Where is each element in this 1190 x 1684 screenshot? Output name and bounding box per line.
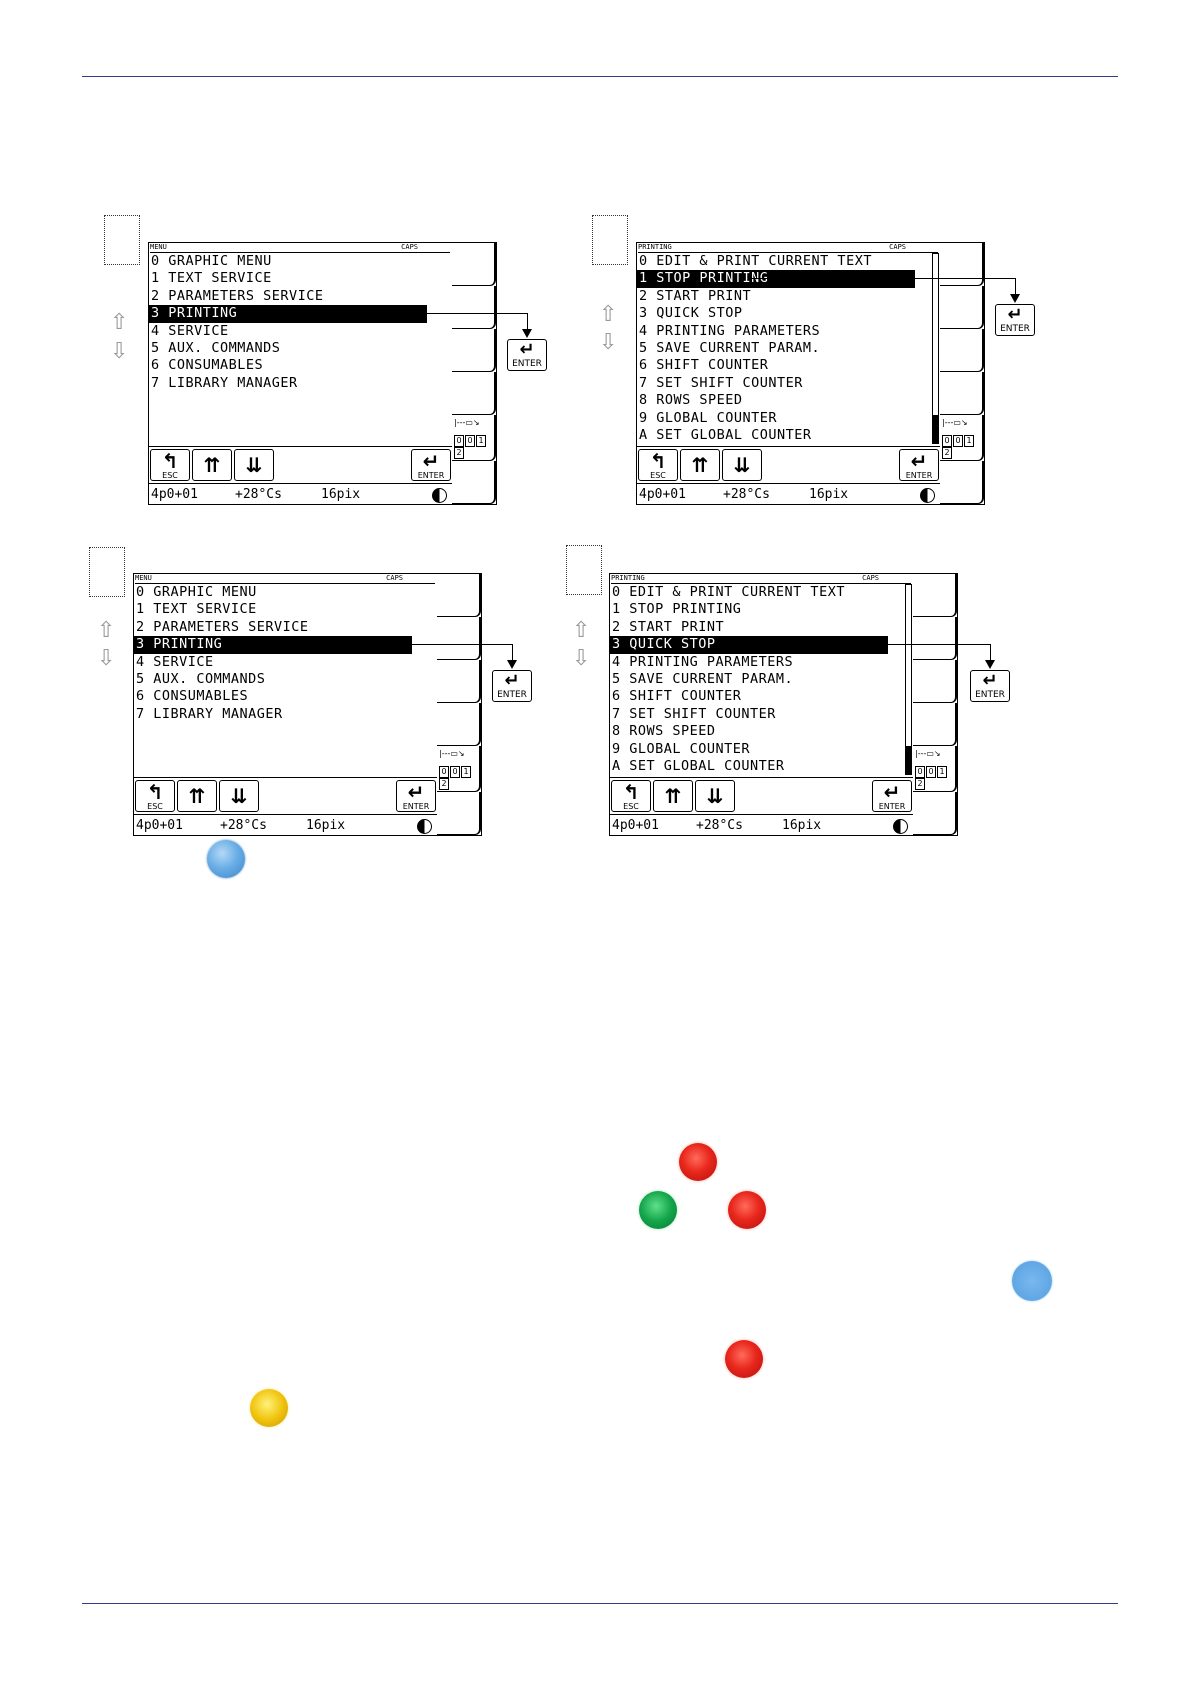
counter-digit: 2 (915, 778, 925, 790)
menu-item[interactable]: 1 TEXT SERVICE (151, 270, 272, 287)
ink-cartridge-icon: |---▭↘ (454, 418, 480, 427)
enter-icon: ↵ (910, 449, 928, 473)
screen-header (611, 574, 911, 584)
softkey-slot[interactable] (452, 415, 496, 461)
enter-button[interactable] (411, 449, 451, 481)
double-arrow-down-icon: ⇊ (245, 453, 263, 477)
menu-item[interactable]: 8 ROWS SPEED (612, 723, 716, 740)
key-label: ENTER (402, 802, 430, 811)
softkey-slot[interactable] (940, 243, 984, 286)
mode-readout: 4p0+01 (639, 487, 686, 502)
counter-icon (439, 766, 479, 790)
softkey-sidebar (437, 573, 482, 836)
counter-icon (942, 435, 982, 459)
status-bar (610, 814, 914, 836)
counter-digit: 0 (926, 766, 936, 778)
ink-cartridge-icon: |---▭↘ (439, 749, 465, 758)
caps-indicator: CAPS (401, 243, 418, 251)
menu-item[interactable]: 2 PARAMETERS SERVICE (151, 287, 324, 304)
double-arrow-down-icon: ⇊ (733, 453, 751, 477)
double-arrow-up-icon: ⇈ (664, 784, 682, 808)
menu-item[interactable]: 4 SERVICE (151, 322, 229, 339)
enter-label: ENTER (512, 359, 542, 369)
blue-indicator-led (207, 840, 245, 878)
enter-icon: ↵ (883, 780, 901, 804)
scrollbar[interactable] (905, 584, 912, 775)
screen-title: PRINTING (638, 243, 672, 251)
status-bar (637, 483, 941, 505)
menu-item[interactable]: 4 PRINTING PARAMETERS (612, 653, 794, 670)
callout-arrowhead (507, 660, 517, 669)
counter-digit: 0 (454, 435, 464, 447)
status-bar (149, 483, 453, 505)
function-key-row (134, 777, 438, 814)
esc-button[interactable] (611, 780, 651, 812)
temperature-readout: +28°Cs (235, 487, 282, 502)
enter-icon: ↵ (519, 339, 535, 360)
menu-list (134, 584, 424, 723)
screen-header (135, 574, 435, 584)
double-arrow-up-icon: ⇈ (203, 453, 221, 477)
keypad-key-placeholder (566, 545, 602, 595)
softkey-slot[interactable] (452, 243, 496, 286)
header-rule (82, 76, 1118, 77)
double-arrow-up-icon: ⇈ (188, 784, 206, 808)
temperature-readout: +28°Cs (723, 487, 770, 502)
screen-title: MENU (135, 574, 152, 582)
caps-indicator: CAPS (889, 243, 906, 251)
softkey-slot[interactable] (437, 574, 481, 617)
menu-item[interactable]: 9 GLOBAL COUNTER (612, 740, 751, 757)
contrast-icon (432, 488, 447, 503)
red-indicator-led (679, 1143, 717, 1181)
mode-readout: 4p0+01 (612, 818, 659, 833)
menu-item[interactable]: A SET GLOBAL COUNTER (639, 426, 812, 443)
double-arrow-down-icon: ⇊ (706, 784, 724, 808)
callout-line (527, 313, 528, 329)
menu-item[interactable]: 7 LIBRARY MANAGER (136, 705, 283, 722)
softkey-slot[interactable] (913, 703, 957, 746)
enter-label: ENTER (1000, 324, 1030, 334)
menu-item[interactable]: 6 SHIFT COUNTER (639, 357, 769, 374)
menu-item[interactable]: 5 SAVE CURRENT PARAM. (639, 339, 821, 356)
caps-indicator: CAPS (862, 574, 879, 582)
menu-item[interactable]: 7 SET SHIFT COUNTER (612, 705, 776, 722)
arrow-up-icon[interactable]: ⇧ (572, 618, 591, 643)
softkey-slot[interactable] (913, 617, 957, 660)
keypad-key-placeholder (104, 215, 140, 265)
menu-item[interactable]: 1 TEXT SERVICE (136, 601, 257, 618)
softkey-slot[interactable] (940, 329, 984, 372)
menu-item-selected[interactable]: 3 PRINTING (134, 636, 412, 653)
menu-item[interactable]: 6 CONSUMABLES (151, 357, 264, 374)
menu-item-selected[interactable]: 3 PRINTING (149, 305, 427, 322)
font-size-readout: 16pix (782, 818, 822, 833)
back-arrow-icon: ↰ (161, 449, 179, 473)
ink-cartridge-icon: |---▭↘ (915, 749, 941, 758)
menu-item[interactable]: 4 SERVICE (136, 653, 214, 670)
arrow-down-icon[interactable]: ⇩ (572, 646, 591, 671)
keypad-enter-button[interactable] (970, 670, 1010, 702)
keypad-key-placeholder (592, 215, 628, 265)
counter-digit: 1 (461, 766, 471, 778)
softkey-slot[interactable] (452, 329, 496, 372)
lcd-screen (133, 573, 439, 836)
softkey-slot[interactable] (940, 461, 984, 504)
red-indicator-led (728, 1191, 766, 1229)
menu-item[interactable]: 0 EDIT & PRINT CURRENT TEXT (639, 253, 872, 269)
softkey-slot[interactable] (452, 286, 496, 329)
menu-item[interactable]: 8 ROWS SPEED (639, 392, 743, 409)
softkey-slot[interactable] (437, 792, 481, 835)
function-key-row (149, 446, 453, 483)
counter-digit: 0 (465, 435, 475, 447)
enter-icon: ↵ (422, 449, 440, 473)
double-arrow-up-icon: ⇈ (691, 453, 709, 477)
page-down-button[interactable] (219, 780, 259, 812)
menu-item[interactable]: 3 QUICK STOP (639, 305, 743, 322)
callout-arrowhead (1010, 294, 1020, 303)
softkey-slot[interactable] (913, 574, 957, 617)
page-up-button[interactable] (653, 780, 693, 812)
lcd-display-top-left (148, 242, 497, 503)
key-label: ENTER (417, 471, 445, 480)
counter-digit: 2 (439, 778, 449, 790)
arrow-up-icon[interactable]: ⇧ (599, 302, 618, 327)
counter-digit: 0 (915, 766, 925, 778)
menu-item[interactable]: 9 GLOBAL COUNTER (639, 409, 778, 426)
counter-icon (915, 766, 955, 790)
page-up-button[interactable] (177, 780, 217, 812)
keypad-enter-button[interactable] (492, 670, 532, 702)
menu-item-selected[interactable]: 1 STOP PRINTING (637, 270, 915, 287)
lcd-screen (609, 573, 915, 836)
counter-digit: 0 (439, 766, 449, 778)
menu-list (610, 584, 900, 775)
menu-item[interactable]: 5 AUX. COMMANDS (136, 670, 266, 687)
softkey-slot[interactable] (940, 372, 984, 415)
mode-readout: 4p0+01 (151, 487, 198, 502)
counter-icon (454, 435, 494, 459)
menu-item[interactable]: 4 PRINTING PARAMETERS (639, 322, 821, 339)
lcd-screen (148, 242, 454, 505)
menu-list (149, 253, 439, 392)
callout-line (724, 644, 990, 645)
caps-indicator: CAPS (386, 574, 403, 582)
page-up-button[interactable] (680, 449, 720, 481)
mode-readout: 4p0+01 (136, 818, 183, 833)
callout-line (751, 278, 1015, 279)
menu-item[interactable]: 0 GRAPHIC MENU (151, 253, 272, 269)
esc-button[interactable] (150, 449, 190, 481)
contrast-icon (893, 819, 908, 834)
arrow-up-icon[interactable]: ⇧ (110, 310, 129, 335)
callout-line (990, 644, 991, 660)
screen-title: MENU (150, 243, 167, 251)
key-label: ESC (650, 471, 666, 480)
key-label: ESC (623, 802, 639, 811)
page-down-button[interactable] (695, 780, 735, 812)
enter-icon: ↵ (1007, 304, 1023, 325)
arrow-down-icon[interactable]: ⇩ (110, 339, 129, 364)
function-key-row (637, 446, 941, 483)
menu-list (637, 253, 927, 444)
callout-line (248, 644, 512, 645)
menu-item[interactable]: 5 SAVE CURRENT PARAM. (612, 670, 794, 687)
menu-item[interactable]: A SET GLOBAL COUNTER (612, 757, 785, 774)
lcd-screen (636, 242, 942, 505)
back-arrow-icon: ↰ (146, 780, 164, 804)
esc-button[interactable] (135, 780, 175, 812)
counter-digit: 2 (454, 447, 464, 459)
font-size-readout: 16pix (306, 818, 346, 833)
menu-item[interactable]: 2 PARAMETERS SERVICE (136, 618, 309, 635)
arrow-down-icon[interactable]: ⇩ (599, 330, 618, 355)
counter-digit: 0 (450, 766, 460, 778)
keypad-enter-button[interactable] (995, 304, 1035, 336)
enter-button[interactable] (872, 780, 912, 812)
arrow-up-icon[interactable]: ⇧ (97, 618, 116, 643)
softkey-slot[interactable] (913, 792, 957, 835)
menu-item[interactable]: 0 GRAPHIC MENU (136, 584, 257, 600)
key-label: ESC (147, 802, 163, 811)
temperature-readout: +28°Cs (220, 818, 267, 833)
temperature-readout: +28°Cs (696, 818, 743, 833)
softkey-slot[interactable] (913, 660, 957, 703)
keypad-enter-button[interactable] (507, 339, 547, 371)
menu-item[interactable]: 1 STOP PRINTING (612, 601, 742, 618)
softkey-slot[interactable] (452, 461, 496, 504)
counter-digit: 1 (937, 766, 947, 778)
yellow-indicator-led (250, 1389, 288, 1427)
enter-label: ENTER (975, 690, 1005, 700)
callout-line (512, 644, 513, 660)
enter-button[interactable] (899, 449, 939, 481)
softkey-slot[interactable] (437, 660, 481, 703)
enter-icon: ↵ (504, 670, 520, 691)
menu-item[interactable]: 2 START PRINT (612, 618, 725, 635)
menu-item[interactable]: 7 SET SHIFT COUNTER (639, 374, 803, 391)
footer-rule (82, 1603, 1118, 1604)
softkey-slot[interactable] (437, 703, 481, 746)
arrow-down-icon[interactable]: ⇩ (97, 646, 116, 671)
contrast-icon (920, 488, 935, 503)
enter-icon: ↵ (982, 670, 998, 691)
screen-header (638, 243, 938, 253)
screen-title: PRINTING (611, 574, 645, 582)
softkey-sidebar (913, 573, 958, 836)
green-indicator-led (639, 1191, 677, 1229)
lcd-display-top-right (636, 242, 985, 503)
counter-digit: 1 (964, 435, 974, 447)
callout-arrowhead (985, 660, 995, 669)
key-label: ENTER (878, 802, 906, 811)
menu-item[interactable]: 5 AUX. COMMANDS (151, 339, 281, 356)
scrollbar[interactable] (932, 253, 939, 444)
screen-header (150, 243, 450, 253)
callout-line (263, 313, 527, 314)
page-down-button[interactable] (722, 449, 762, 481)
status-bar (134, 814, 438, 836)
callout-line (1015, 278, 1016, 294)
red-indicator-led (725, 1340, 763, 1378)
counter-digit: 0 (953, 435, 963, 447)
scrollbar-thumb[interactable] (906, 746, 911, 774)
keypad-key-placeholder (89, 547, 125, 597)
softkey-sidebar (452, 242, 497, 505)
scrollbar-thumb[interactable] (933, 415, 938, 443)
menu-item[interactable]: 7 LIBRARY MANAGER (151, 374, 298, 391)
contrast-icon (417, 819, 432, 834)
softkey-slot[interactable] (940, 286, 984, 329)
softkey-slot[interactable] (452, 372, 496, 415)
softkey-slot[interactable] (437, 746, 481, 792)
softkey-slot[interactable] (940, 415, 984, 461)
enter-icon: ↵ (407, 780, 425, 804)
page-down-button[interactable] (234, 449, 274, 481)
lcd-display-bottom-right (609, 573, 958, 834)
callout-arrowhead (522, 329, 532, 338)
counter-digit: 2 (942, 447, 952, 459)
double-arrow-down-icon: ⇊ (230, 784, 248, 808)
softkey-slot[interactable] (437, 617, 481, 660)
softkey-sidebar (940, 242, 985, 505)
back-arrow-icon: ↰ (622, 780, 640, 804)
counter-digit: 0 (942, 435, 952, 447)
menu-item[interactable]: 6 SHIFT COUNTER (612, 688, 742, 705)
softkey-slot[interactable] (913, 746, 957, 792)
key-label: ENTER (905, 471, 933, 480)
ink-cartridge-icon: |---▭↘ (942, 418, 968, 427)
blue-indicator-led (1012, 1261, 1052, 1301)
function-key-row (610, 777, 914, 814)
counter-digit: 1 (476, 435, 486, 447)
back-arrow-icon: ↰ (649, 449, 667, 473)
enter-button[interactable] (396, 780, 436, 812)
lcd-display-bottom-left (133, 573, 482, 834)
menu-item[interactable]: 0 EDIT & PRINT CURRENT TEXT (612, 584, 845, 600)
esc-button[interactable] (638, 449, 678, 481)
font-size-readout: 16pix (321, 487, 361, 502)
menu-item-selected[interactable]: 3 QUICK STOP (610, 636, 888, 653)
key-label: ESC (162, 471, 178, 480)
enter-label: ENTER (497, 690, 527, 700)
menu-item[interactable]: 2 START PRINT (639, 287, 752, 304)
menu-item[interactable]: 6 CONSUMABLES (136, 688, 249, 705)
page-up-button[interactable] (192, 449, 232, 481)
font-size-readout: 16pix (809, 487, 849, 502)
